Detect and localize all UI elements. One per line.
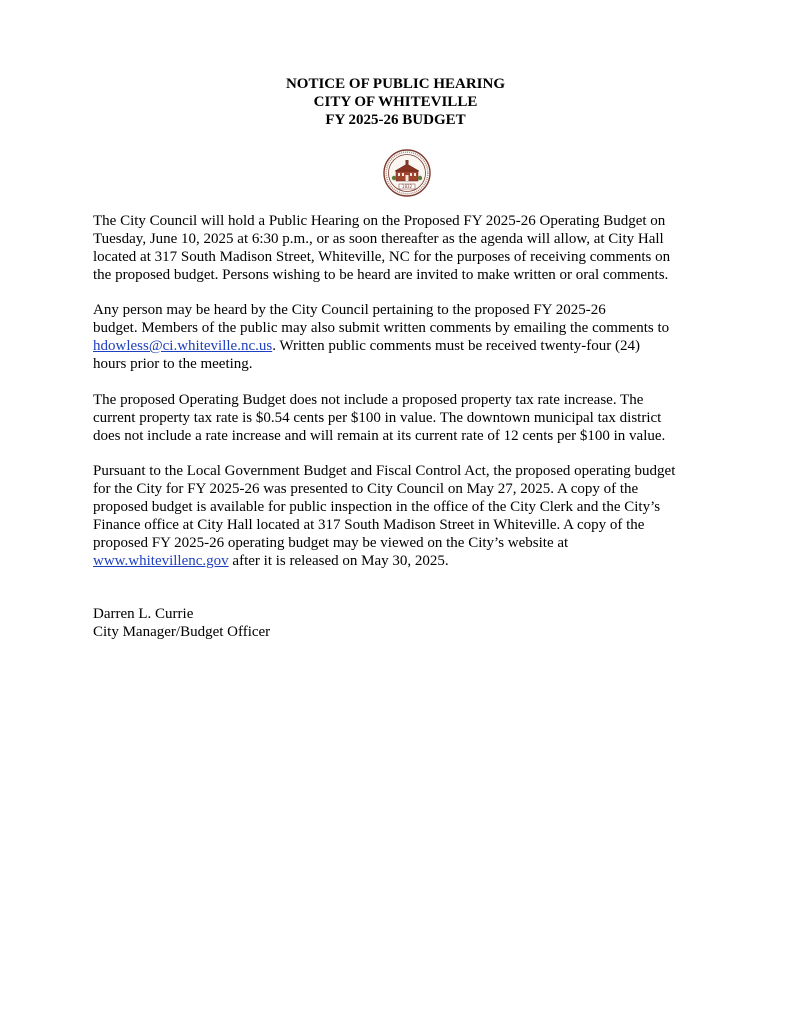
- paragraph-line: Any person may be heard by the City Council pertaining to the proposed FY 2025-26: [93, 302, 606, 318]
- paragraph-public-comments: [93, 301, 713, 373]
- signature-title: City Manager/Budget Officer: [93, 624, 271, 640]
- paragraph-line-tail: . Written public comments must be received twenty-four (24): [272, 338, 640, 354]
- svg-text:1832: 1832: [401, 184, 413, 189]
- paragraph-tax-rate: [93, 391, 713, 445]
- paragraph-budget-availability: [93, 462, 713, 570]
- paragraph-line: [93, 337, 713, 355]
- paragraph-line: located at 317 South Madison Street, Whiteville, NC for the purposes of receiving comments on: [93, 249, 671, 265]
- heading-line-notice: NOTICE OF PUBLIC HEARING: [285, 76, 506, 92]
- email-link[interactable]: hdowless@ci.whiteville.nc.us: [93, 338, 273, 354]
- paragraph-line: hours prior to the meeting.: [93, 356, 253, 372]
- paragraph-line: proposed FY 2025-26 operating budget may be viewed on the City’s website at: [93, 535, 569, 551]
- paragraph-line: the proposed budget. Persons wishing to be heard are invited to make written or oral comments.: [93, 267, 669, 283]
- paragraph-line: budget. Members of the public may also submit written comments by emailing the comments to: [93, 320, 670, 336]
- paragraph-line: Finance office at City Hall located at 317 South Madison Street in Whiteville. A copy of the: [93, 517, 645, 533]
- paragraph-line: Tuesday, June 10, 2025 at 6:30 p.m., or as soon thereafter as the agenda will allow, at City Hall: [93, 231, 664, 247]
- paragraph-line: The proposed Operating Budget does not include a proposed property tax rate increase. The: [93, 392, 644, 408]
- heading-line-city: CITY OF WHITEVILLE: [313, 94, 478, 110]
- city-seal-icon: [383, 149, 431, 197]
- signature-name: Darren L. Currie: [93, 606, 194, 622]
- signature-block: [93, 605, 713, 641]
- website-link[interactable]: www.whitevillenc.gov: [93, 553, 229, 569]
- paragraph-line: does not include a rate increase and will remain at its current rate of 12 cents per $100 in value.: [93, 428, 666, 444]
- paragraph-line: current property tax rate is $0.54 cents per $100 in value. The downtown municipal tax district: [93, 410, 662, 426]
- paragraph-line: [93, 552, 713, 570]
- paragraph-line: proposed budget is available for public inspection in the office of the City Clerk and the City’s: [93, 499, 661, 515]
- paragraph-hearing-details: [93, 212, 713, 284]
- heading-line-budget: FY 2025-26 BUDGET: [325, 112, 466, 128]
- paragraph-line-tail: after it is released on May 30, 2025.: [228, 553, 449, 569]
- paragraph-line: The City Council will hold a Public Hearing on the Proposed FY 2025-26 Operating Budget on: [93, 213, 666, 229]
- notice-heading: [0, 75, 791, 129]
- paragraph-line: for the City for FY 2025-26 was presented to City Council on May 27, 2025. A copy of the: [93, 481, 639, 497]
- paragraph-line: Pursuant to the Local Government Budget and Fiscal Control Act, the proposed operating budget: [93, 463, 676, 479]
